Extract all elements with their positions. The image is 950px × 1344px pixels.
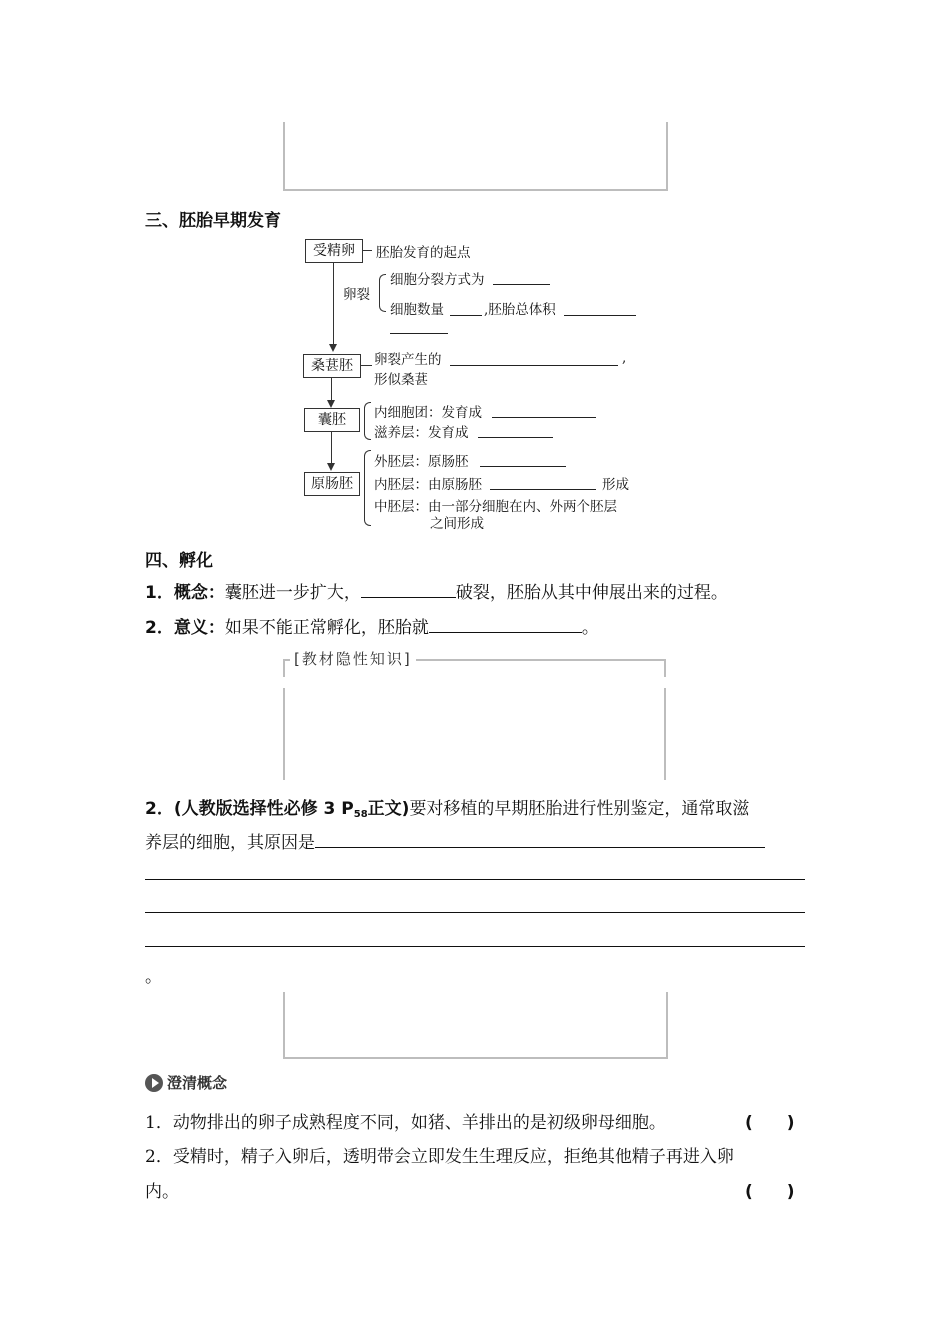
brace [364, 402, 371, 440]
section4-item2 [145, 613, 599, 638]
answer-line [145, 946, 805, 947]
item2-post: 。 [581, 618, 599, 638]
clarify-item1-paren: ( ) [745, 1113, 795, 1133]
answer-line [145, 879, 805, 880]
cleavage-item2-a: 细胞数量 [390, 302, 444, 318]
blastocyst-item2: 滋养层：发育成 [374, 425, 469, 441]
play-icon [145, 1074, 163, 1092]
answer-box-top [283, 122, 668, 191]
blank-line [361, 580, 456, 598]
connector [360, 365, 372, 366]
diagram-box-zygote: 受精卵 [305, 239, 363, 263]
blank-line [315, 830, 765, 848]
cleavage-item1: 细胞分裂方式为 [390, 272, 485, 288]
question2-end: 。 [145, 967, 162, 987]
clarify-item2-paren: ( ) [745, 1182, 795, 1202]
question2-line1 [145, 794, 749, 820]
question2-prefix: 2．(人教版选择性必修 3 P [145, 799, 354, 819]
clarify-item2-line1: 2．受精时，精子入卵后，透明带会立即发生生理反应，拒绝其他精子再进入卵 [145, 1147, 734, 1167]
section3-heading: 三、胚胎早期发育 [145, 211, 281, 231]
morula-line1: 卵裂产生的 [374, 352, 442, 368]
blank-line [564, 315, 636, 316]
arrow-head [329, 344, 337, 352]
blank-line [450, 365, 618, 366]
cleavage-item2-b: ,胚胎总体积 [484, 302, 556, 318]
blank-line [492, 417, 596, 418]
item1-pre: 囊胚进一步扩大， [224, 583, 361, 603]
morula-comma: , [622, 350, 627, 366]
question2-line2 [145, 828, 765, 853]
item1-label: 1．概念： [145, 583, 225, 603]
question2-text-line1: 要对移植的早期胚胎进行性别鉴定，通常取滋 [409, 799, 750, 819]
item2-label: 2．意义： [145, 618, 225, 638]
knowledge-box-right-border [664, 688, 666, 780]
gastrula-item2-a: 内胚层：由原肠胚 [374, 477, 482, 493]
blastocyst-item1: 内细胞团：发育成 [374, 405, 482, 421]
blank-line [390, 333, 448, 334]
brace [364, 450, 371, 526]
blank-line [490, 489, 596, 490]
gastrula-item3-line1: 中胚层：由一部分细胞在内、外两个胚层 [374, 499, 617, 515]
section4-item1 [145, 578, 728, 603]
main-arrow-line-1 [333, 262, 334, 344]
knowledge-box-left-border [283, 688, 285, 780]
brace [379, 274, 386, 312]
clarify-item2-line2: 内。 [145, 1182, 179, 1202]
connector [362, 250, 372, 251]
morula-line2: 形似桑葚 [374, 372, 428, 388]
answer-line [145, 912, 805, 913]
question2-text-line2: 养层的细胞，其原因是 [145, 833, 315, 853]
answer-box-bottom [283, 992, 668, 1059]
item2-pre: 如果不能正常孵化，胚胎就 [224, 618, 429, 638]
cleavage-label: 卵裂 [343, 287, 370, 303]
zygote-note: 胚胎发育的起点 [376, 245, 471, 261]
clarify-header [145, 1072, 227, 1093]
diagram-box-gastrula: 原肠胚 [304, 472, 360, 496]
blank-line [478, 437, 553, 438]
gastrula-item2-b: 形成 [602, 477, 629, 493]
diagram-box-blastocyst: 囊胚 [304, 408, 360, 432]
main-arrow-line-3 [331, 431, 332, 463]
question2-sub: 58 [353, 809, 368, 820]
blank-line [493, 284, 550, 285]
blank-line [480, 466, 566, 467]
section4-heading: 四、孵化 [145, 551, 213, 571]
blank-line [450, 315, 482, 316]
clarify-title: 澄清概念 [167, 1074, 228, 1092]
knowledge-box-right-tick [664, 659, 666, 677]
arrow-head [327, 463, 335, 471]
diagram-box-morula: 桑葚胚 [303, 354, 361, 378]
knowledge-box-tag: [教材隐性知识] [290, 648, 416, 669]
blank-line [429, 615, 582, 633]
main-arrow-line-2 [331, 377, 332, 400]
question2-suffix: 正文) [367, 799, 410, 819]
knowledge-box-left-tick [283, 659, 285, 677]
item1-post: 破裂，胚胎从其中伸展出来的过程。 [455, 583, 728, 603]
clarify-item1: 1．动物排出的卵子成熟程度不同，如猪、羊排出的是初级卵母细胞。 [145, 1113, 666, 1133]
gastrula-item3-line2: 之间形成 [430, 516, 484, 532]
arrow-head [327, 400, 335, 408]
gastrula-item1: 外胚层：原肠胚 [374, 454, 469, 470]
